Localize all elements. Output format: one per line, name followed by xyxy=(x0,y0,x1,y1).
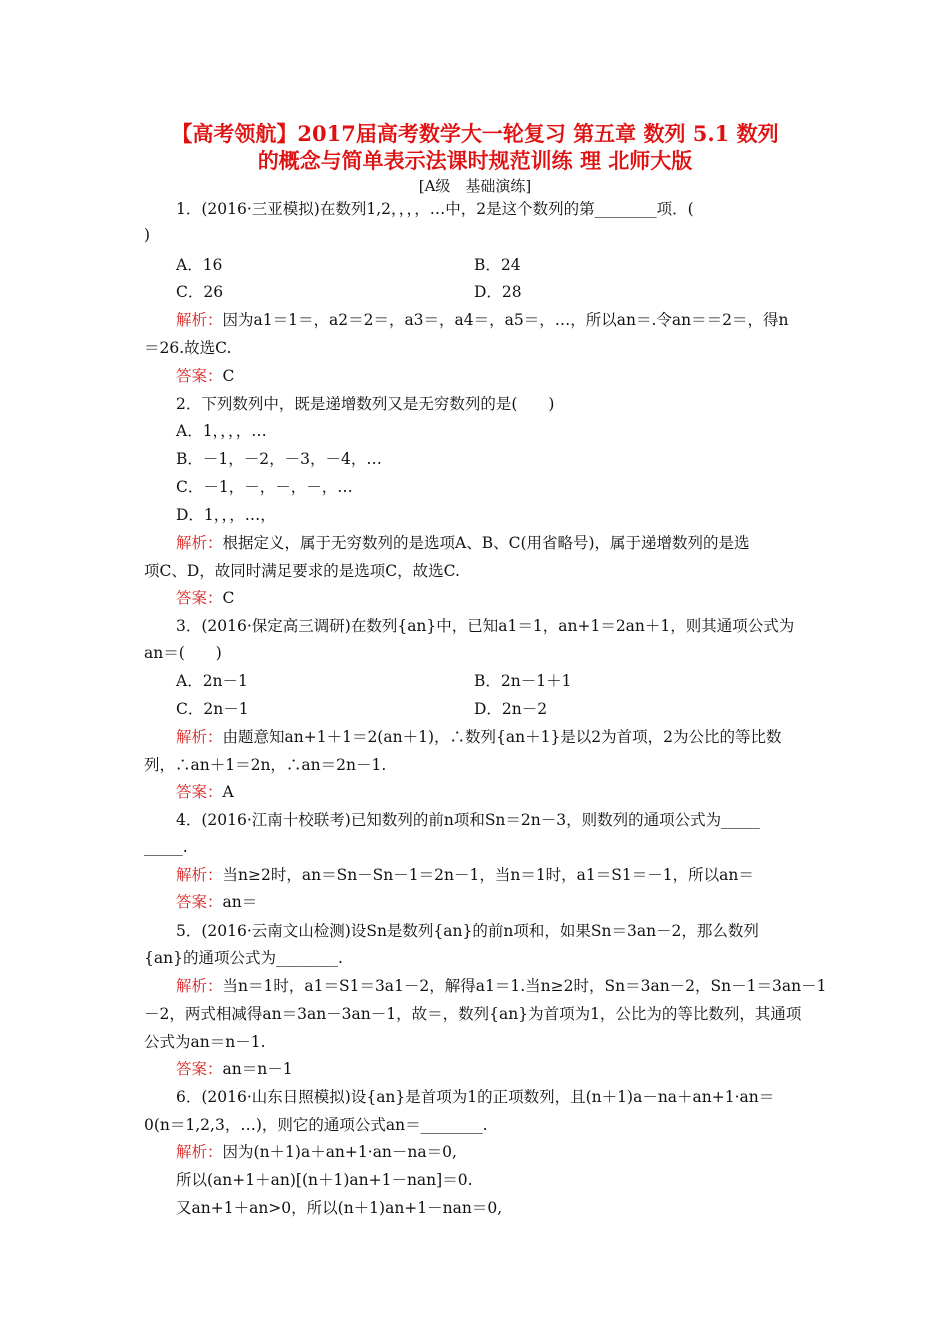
q1-answer xyxy=(176,366,234,386)
title-line-1: 【高考领航】2017届高考数学大一轮复习 第五章 数列 5.1 数列 xyxy=(171,121,779,146)
q2-answer-value: C xyxy=(222,589,235,607)
analysis-label: 解析： xyxy=(176,534,223,552)
q2-option-a: A．1，，，，… xyxy=(176,422,267,440)
q2-option-b: B．－1，－2，－3，－4，… xyxy=(176,450,382,468)
q3-option-c: C．2n－1 xyxy=(176,700,249,718)
q3-answer xyxy=(176,782,234,802)
q1-option-c: C．26 xyxy=(176,283,224,301)
analysis-label: 解析： xyxy=(176,977,223,995)
analysis-label: 解析： xyxy=(176,1143,223,1161)
q2-analysis-text: 根据定义，属于无穷数列的是选项A、B、C(用省略号)，属于递增数列的是选 xyxy=(222,534,750,552)
q3-analysis-line-1 xyxy=(176,727,782,747)
q4-answer xyxy=(176,892,257,912)
q6-stem-cont: 0(n＝1,2,3，…)，则它的通项公式an＝________. xyxy=(144,1116,488,1134)
q5-answer-value: an＝n－1 xyxy=(222,1060,293,1078)
q6-stem: 6．(2016·山东日照模拟)设{an}是首项为1的正项数列，且(n＋1)a－na＋an+1·an＝ xyxy=(176,1088,775,1106)
q4-analysis-line-1 xyxy=(176,865,754,885)
q1-analysis-line-2: ＝26.故选C. xyxy=(144,339,232,357)
q6-analysis-line-3: 又an+1＋an>0，所以(n＋1)an+1－nan＝0, xyxy=(176,1199,503,1217)
analysis-label: 解析： xyxy=(176,866,223,884)
q2-option-c: C．－1，－，－，－，… xyxy=(176,478,353,496)
q5-analysis-line-2: －2，两式相减得an＝3an－3an－1，故＝，数列{an}为首项为1，公比为的等比数列，其通项 xyxy=(144,1005,802,1023)
q3-option-b: B．2n－1＋1 xyxy=(474,672,572,690)
answer-label: 答案： xyxy=(176,589,223,607)
q3-analysis-line-2: 列，∴an＋1＝2n，∴an＝2n－1. xyxy=(144,756,387,774)
q6-analysis-line-1 xyxy=(176,1142,457,1162)
answer-label: 答案： xyxy=(176,893,223,911)
answer-label: 答案： xyxy=(176,367,223,385)
q1-stem-cont: ) xyxy=(144,226,151,244)
q3-option-d: D．2n－2 xyxy=(474,700,548,718)
q6-analysis-text: 因为(n＋1)a＋an+1·an－na＝0, xyxy=(222,1143,457,1161)
answer-label: 答案： xyxy=(176,1060,223,1078)
q2-stem: 2．下列数列中，既是递增数列又是无穷数列的是( ) xyxy=(176,395,555,413)
q4-stem-cont: _____. xyxy=(144,838,188,856)
q2-option-d: D．1，，，…， xyxy=(176,506,276,524)
q3-stem: 3．(2016·保定高三调研)在数列{an}中，已知a1＝1，an+1＝2an＋1，则其通项公式为 xyxy=(176,617,795,635)
q1-analysis-line-1 xyxy=(176,310,788,330)
q3-stem-cont: an＝( ) xyxy=(144,644,222,662)
q2-analysis-line-1 xyxy=(176,533,750,553)
q5-answer xyxy=(176,1059,293,1079)
q1-option-d: D．28 xyxy=(474,283,522,301)
q4-stem: 4．(2016·江南十校联考)已知数列的前n项和Sn＝2n－3，则数列的通项公式为_____ xyxy=(176,811,760,829)
title-line-2: 的概念与简单表示法课时规范训练 理 北师大版 xyxy=(257,148,693,173)
q3-option-a: A．2n－1 xyxy=(176,672,248,690)
q1-option-a: A．16 xyxy=(176,256,223,274)
q5-analysis-line-1 xyxy=(176,976,826,996)
q3-analysis-text: 由题意知an+1＋1＝2(an＋1)，∴数列{an＋1}是以2为首项，2为公比的等比数 xyxy=(222,728,782,746)
q4-analysis-text: 当n≥2时，an＝Sn－Sn－1＝2n－1，当n＝1时，a1＝S1＝－1，所以an＝ xyxy=(222,866,754,884)
analysis-label: 解析： xyxy=(176,728,223,746)
q1-stem: 1．(2016·三亚模拟)在数列1,2，，，，…中，2是这个数列的第________项．( xyxy=(176,200,694,218)
q5-stem-cont: {an}的通项公式为________. xyxy=(144,949,343,967)
q5-analysis-text: 当n＝1时，a1＝S1＝3a1－2，解得a1＝1.当n≥2时，Sn＝3an－2，Sn－1＝3an－1 xyxy=(222,977,827,995)
q1-option-b: B．24 xyxy=(474,256,521,274)
q2-analysis-line-2: 项C、D，故同时满足要求的是选项C，故选C. xyxy=(144,562,460,580)
q2-answer xyxy=(176,588,234,608)
answer-label: 答案： xyxy=(176,783,223,801)
level-heading: [A级 基础演练] xyxy=(418,177,532,195)
q5-stem: 5．(2016·云南文山检测)设Sn是数列{an}的前n项和，如果Sn＝3an－2，那么数列 xyxy=(176,922,759,940)
q1-answer-value: C xyxy=(222,367,235,385)
q4-answer-value: an＝ xyxy=(222,893,258,911)
q5-analysis-line-3: 公式为an＝n－1. xyxy=(144,1033,266,1051)
q1-analysis-text: 因为a1＝1＝，a2＝2＝，a3＝，a4＝，a5＝，…，所以an＝.令an＝＝2＝，得n xyxy=(222,311,789,329)
analysis-label: 解析： xyxy=(176,311,223,329)
q6-analysis-line-2: 所以(an+1＋an)[(n＋1)an+1－nan]＝0. xyxy=(176,1171,473,1189)
document-title xyxy=(140,120,810,174)
q3-answer-value: A xyxy=(222,783,234,801)
